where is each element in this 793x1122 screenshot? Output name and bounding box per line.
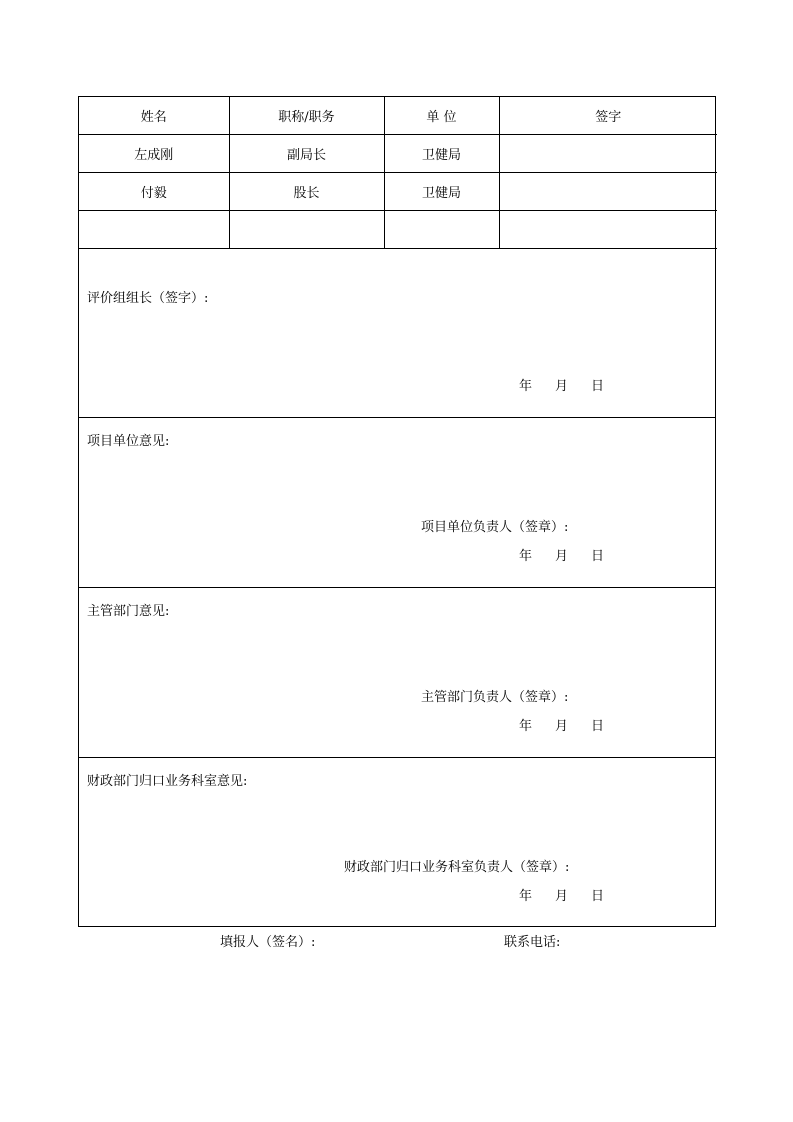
cell-signature[interactable] xyxy=(499,173,717,211)
cell-signature[interactable] xyxy=(499,211,717,249)
date-day: 日 xyxy=(591,719,605,734)
date-month: 月 xyxy=(555,379,569,394)
table-header-row xyxy=(79,97,717,135)
cell-unit: 卫健局 xyxy=(384,135,499,173)
cell-name: 付毅 xyxy=(79,173,229,211)
dept-title: 主管部门意见: xyxy=(87,604,170,619)
header-name: 姓名 xyxy=(79,97,229,135)
date-year: 年 xyxy=(519,549,533,564)
cell-name: 左成刚 xyxy=(79,135,229,173)
date-month: 月 xyxy=(555,549,569,564)
date-year: 年 xyxy=(519,889,533,904)
dept-signer: 主管部门负责人（签章）: xyxy=(421,690,569,705)
cell-name[interactable] xyxy=(79,211,229,249)
header-signature: 签字 xyxy=(499,97,717,135)
table-row xyxy=(79,135,717,173)
table-row xyxy=(79,173,717,211)
project-unit-signer: 项目单位负责人（签章）: xyxy=(421,520,569,535)
date-day: 日 xyxy=(591,889,605,904)
header-title: 职称/职务 xyxy=(229,97,384,135)
date-day: 日 xyxy=(591,549,605,564)
date-year: 年 xyxy=(519,719,533,734)
cell-title: 副局长 xyxy=(229,135,384,173)
date-month: 月 xyxy=(555,889,569,904)
cell-unit[interactable] xyxy=(384,211,499,249)
filler-label: 填报人（签名）: xyxy=(220,935,316,950)
date-year: 年 xyxy=(519,379,533,394)
dept-date xyxy=(519,715,627,734)
header-unit: 单 位 xyxy=(384,97,499,135)
date-month: 月 xyxy=(555,719,569,734)
cell-signature[interactable] xyxy=(499,135,717,173)
dept-section[interactable] xyxy=(79,588,715,758)
project-unit-title: 项目单位意见: xyxy=(87,434,170,449)
finance-title: 财政部门归口业务科室意见: xyxy=(87,774,248,789)
project-unit-section[interactable] xyxy=(79,418,715,588)
cell-title: 股长 xyxy=(229,173,384,211)
leader-title: 评价组组长（签字）: xyxy=(87,291,209,306)
finance-section[interactable] xyxy=(79,758,715,927)
cell-title[interactable] xyxy=(229,211,384,249)
finance-date xyxy=(519,885,627,904)
leader-section[interactable] xyxy=(79,249,715,418)
table-row xyxy=(79,211,717,249)
evaluation-form xyxy=(78,96,716,927)
date-day: 日 xyxy=(591,379,605,394)
members-table xyxy=(79,97,717,249)
finance-signer: 财政部门归口业务科室负责人（签章）: xyxy=(344,860,570,875)
phone-label: 联系电话: xyxy=(504,935,561,950)
project-unit-date xyxy=(519,545,627,564)
leader-date xyxy=(519,375,627,394)
cell-unit: 卫健局 xyxy=(384,173,499,211)
